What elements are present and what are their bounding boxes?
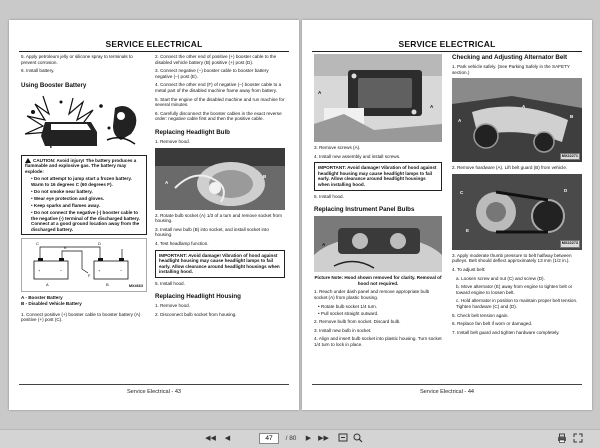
step-text: 2. Rotate bulb socket (A) 1/3 of a turn and remove socket from housing. bbox=[155, 212, 282, 224]
sub-step-text: c. Hold alternator in position to maintain proper belt tension. Tighten hardware (C) and (D). bbox=[456, 298, 578, 309]
important-box bbox=[155, 250, 285, 278]
footer-rule bbox=[312, 384, 582, 385]
svg-text:C: C bbox=[460, 189, 464, 195]
step-text: 5. Install hood. bbox=[155, 280, 185, 286]
svg-text:+: + bbox=[38, 268, 41, 274]
sub-step-text: • Rotate bulb socket 1/4 turn. bbox=[318, 303, 378, 309]
warning-triangle-icon bbox=[25, 158, 31, 163]
svg-text:C: C bbox=[36, 241, 39, 247]
viewer-toolbar bbox=[0, 429, 600, 447]
svg-text:E: E bbox=[64, 245, 67, 251]
step-text: 2. Remove bulb from socket. Discard bulb. bbox=[314, 319, 401, 325]
page-footer: Service Electrical - 44 bbox=[419, 389, 475, 395]
svg-text:A: A bbox=[318, 90, 322, 95]
section-heading: Using Booster Battery bbox=[21, 81, 87, 89]
step-text: 3. Apply moderate thumb pressure to belt halfway between pulleys. Belt should deflect approximately 13 mm (1/2 in.). bbox=[452, 252, 572, 264]
step-text: 1. Remove hood. bbox=[155, 303, 190, 309]
step-text: 3. Install new bulb (B) into socket, and install socket into housing. bbox=[155, 226, 269, 238]
step-text: 3. Install new bulb in socket. bbox=[314, 327, 372, 333]
important-text: IMPORTANT: Avoid damage! Vibration of hood against headlight housing may cause headlight lamps to fail early. Allow clearance around headlight housings when installing hood. bbox=[318, 165, 437, 187]
step-text: 7. Install belt guard and tighten hardware completely. bbox=[452, 329, 560, 335]
svg-text:+: + bbox=[98, 268, 101, 274]
svg-text:B: B bbox=[570, 114, 574, 120]
step-text: 5. Start the engine of the disabled machine and run machine for several minutes. bbox=[155, 96, 285, 108]
svg-text:D: D bbox=[98, 241, 101, 247]
fullscreen-icon[interactable] bbox=[572, 433, 583, 444]
step-text: 4. Align and insert bulb socket into plastic housing. Turn socket 1/4 turn to lock in place. bbox=[314, 336, 442, 347]
page-43 bbox=[9, 20, 299, 410]
svg-text:A: A bbox=[46, 282, 49, 288]
svg-text:−: − bbox=[60, 268, 63, 274]
svg-text:F: F bbox=[88, 273, 91, 279]
booster-battery-diagram bbox=[21, 238, 147, 292]
picture-note: Picture Note: Hood shown removed for clarity. Removal of hood not required. bbox=[314, 275, 442, 286]
sub-step-text: a. Loosen screw and nut (C) and screw (D). bbox=[456, 275, 545, 281]
caution-bullet: • Do not smoke near battery. bbox=[31, 188, 93, 194]
step-text: 2. Remove hardware (A). Lift belt guard (B) from vehicle. bbox=[452, 165, 568, 171]
step-text: 4. To adjust belt: bbox=[452, 266, 486, 272]
page-total: / 80 bbox=[285, 435, 297, 442]
belt-guard-photo bbox=[452, 78, 582, 162]
legend-item: A - Booster Battery bbox=[21, 295, 63, 301]
caution-bullet: • Keep sparks and flames away. bbox=[31, 202, 100, 208]
step-text: 4. Test headlamp function. bbox=[155, 240, 209, 246]
step-text: 3. Connect negative (–) booster cable to booster battery negative (–) post (E). bbox=[155, 68, 269, 79]
svg-text:−: − bbox=[120, 268, 123, 274]
svg-text:D: D bbox=[564, 187, 568, 193]
svg-text:E: E bbox=[466, 227, 470, 233]
page-footer: Service Electrical - 43 bbox=[126, 389, 182, 395]
step-text: 3. Remove screws (A). bbox=[314, 145, 361, 150]
section-heading: Replacing Headlight Housing bbox=[155, 293, 241, 301]
next-page-icon[interactable]: ▶ bbox=[305, 435, 312, 442]
left-column-2 bbox=[155, 54, 285, 321]
page-header: SERVICE ELECTRICAL bbox=[398, 39, 496, 49]
step-text: 5. Check belt tension again. bbox=[452, 312, 509, 318]
step-text: 2. Connect the other end of positive (+) booster cable to the disabled vehicle battery (B) positive (+) post (D). bbox=[155, 54, 277, 65]
previous-page-icon[interactable]: ◀ bbox=[224, 435, 231, 442]
step-text: 1. Reach under dash panel and remove appropriate bulb socket (A) from plastic housing. bbox=[314, 289, 430, 300]
section-heading: Checking and Adjusting Alternator Belt bbox=[452, 54, 568, 61]
caution-bullet: • Do not attempt to jump start a frozen battery. Warm to 16 degrees C (60 degrees F). bbox=[31, 176, 132, 187]
fit-width-icon[interactable] bbox=[337, 433, 348, 444]
sub-step-text: • Pull socket straight outward. bbox=[318, 310, 379, 316]
page-number-input[interactable] bbox=[259, 433, 279, 444]
first-page-icon[interactable]: ◀◀ bbox=[205, 435, 216, 442]
step-text: 2. Disconnect bulb socket from housing. bbox=[155, 312, 237, 318]
right-column-1 bbox=[314, 54, 442, 351]
battery-explosion-illustration bbox=[21, 92, 147, 152]
step-text: 1. Park vehicle safely. (See Parking Safely in the SAFETY section.) bbox=[452, 64, 570, 75]
svg-text:B: B bbox=[106, 282, 109, 288]
sub-step-text: b. Move alternator (E) away from engine to tighten belt or toward engine to loosen belt. bbox=[456, 284, 573, 295]
step-text: 6. Install battery. bbox=[21, 68, 55, 74]
svg-text:A: A bbox=[458, 118, 462, 124]
caution-bullet: • Do not connect the negative (-) booster cable to the negative (-) terminal of the discharged battery. Connect at a good ground location away from the discharged battery. bbox=[31, 210, 140, 232]
svg-text:A: A bbox=[165, 179, 169, 185]
figure-id: MX4663 bbox=[128, 283, 143, 288]
important-text: IMPORTANT: Avoid damage! Vibration of hood against headlight housing may cause headlight lamps to fail early. Allow clearance around headlight housings when installing hood. bbox=[159, 252, 280, 275]
headlight-bulb-photo bbox=[155, 148, 285, 210]
step-text: 4. Connect the other end (F) of negative (–) booster cable to a metal part of the disabled machine frame away from battery. bbox=[155, 82, 282, 93]
legend-item: B - Disabled Vehicle Battery bbox=[21, 301, 82, 306]
step-text: 1. Remove hood. bbox=[155, 138, 190, 144]
section-heading: Replacing Instrument Panel Bulbs bbox=[314, 206, 415, 214]
step-text: 1. Connect positive (+) booster cable to booster battery (A) positive (+) post (C). bbox=[21, 311, 141, 323]
figure-id: MX22273 bbox=[560, 240, 580, 248]
alternator-photo bbox=[452, 174, 582, 250]
step-text: 5. Install hood. bbox=[314, 193, 344, 199]
footer-rule bbox=[19, 384, 289, 385]
caution-box bbox=[21, 155, 147, 236]
last-page-icon[interactable]: ▶▶ bbox=[318, 435, 329, 442]
headlight-housing-photo bbox=[314, 54, 442, 142]
header-rule bbox=[19, 51, 289, 52]
step-text: 6. Replace fan belt if worn or damaged. bbox=[452, 321, 533, 327]
right-column-2 bbox=[452, 54, 582, 338]
left-column-1 bbox=[21, 54, 147, 326]
header-rule bbox=[312, 51, 582, 52]
important-box bbox=[314, 162, 442, 190]
svg-text:A: A bbox=[322, 242, 326, 248]
zoom-icon[interactable] bbox=[352, 433, 363, 444]
instrument-panel-photo bbox=[314, 216, 442, 272]
step-text: 6. Carefully disconnect the booster cables in the exact reverse order: negative cable first and then the positive cable. bbox=[155, 110, 282, 122]
step-text: 5. Apply petroleum jelly or silicone spray to terminals to prevent corrosion. bbox=[21, 54, 133, 65]
caution-bullet: • Wear eye protection and gloves. bbox=[31, 195, 105, 201]
print-icon[interactable] bbox=[556, 433, 567, 444]
caution-title: CAUTION: Avoid injury! The battery produces a flammable and explosive gas. The battery may explode: bbox=[25, 157, 137, 174]
step-text: 4. Install new assembly and install screws. bbox=[314, 153, 401, 159]
figure-id: MX22271 bbox=[560, 153, 580, 161]
page-header: SERVICE ELECTRICAL bbox=[105, 39, 203, 49]
svg-text:B: B bbox=[263, 173, 267, 179]
svg-text:A: A bbox=[522, 104, 526, 110]
section-heading: Replacing Headlight Bulb bbox=[155, 128, 230, 136]
page-44 bbox=[302, 20, 592, 410]
svg-text:A: A bbox=[430, 104, 434, 109]
